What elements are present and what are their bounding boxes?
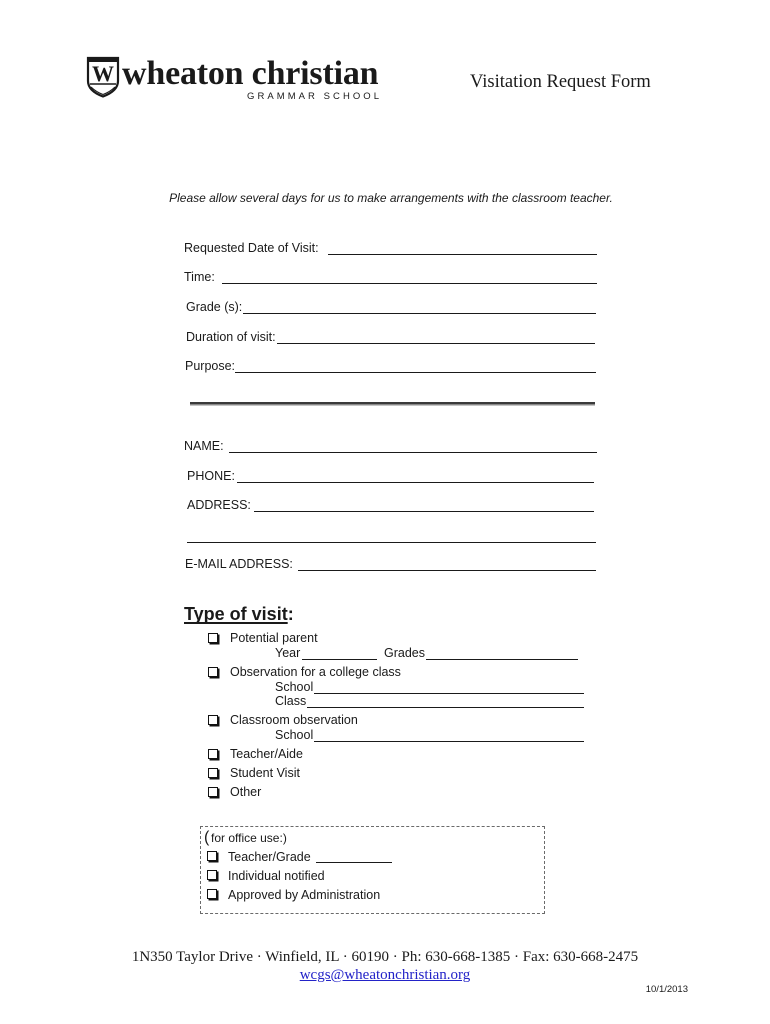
email-field[interactable] bbox=[298, 557, 596, 571]
other-checkbox[interactable] bbox=[208, 787, 218, 797]
shield-icon bbox=[86, 56, 120, 98]
approved-checkbox[interactable] bbox=[207, 889, 217, 899]
classroom-school-field[interactable] bbox=[314, 728, 584, 742]
page-title: Visitation Request Form bbox=[470, 72, 651, 92]
revision-date: 10/1/2013 bbox=[645, 984, 688, 996]
college-class-label: Class bbox=[275, 694, 307, 709]
potential-parent-label: Potential parent bbox=[230, 631, 318, 646]
purpose-field[interactable] bbox=[235, 359, 596, 373]
grades-field[interactable] bbox=[426, 646, 578, 660]
duration-field[interactable] bbox=[277, 330, 595, 344]
email-label: E-MAIL ADDRESS: bbox=[185, 557, 293, 572]
other-label: Other bbox=[230, 785, 262, 800]
student-visit-label: Student Visit bbox=[230, 766, 300, 781]
office-use-box bbox=[200, 826, 545, 914]
college-observation-checkbox[interactable] bbox=[208, 667, 218, 677]
logo-school-name: wheaton christian bbox=[122, 55, 379, 92]
grade-label: Grade (s): bbox=[186, 300, 243, 315]
year-label: Year bbox=[275, 646, 301, 661]
grade-field[interactable] bbox=[243, 300, 596, 314]
requested-date-label: Requested Date of Visit: bbox=[184, 241, 319, 256]
college-school-field[interactable] bbox=[314, 680, 584, 694]
address-field[interactable] bbox=[254, 498, 594, 512]
office-use-label: for office use:) bbox=[211, 830, 287, 845]
address-line2-field[interactable] bbox=[187, 529, 596, 543]
teacher-grade-checkbox[interactable] bbox=[207, 851, 217, 861]
college-class-field[interactable] bbox=[307, 694, 584, 708]
classroom-observation-label: Classroom observation bbox=[230, 713, 358, 728]
type-of-visit-heading bbox=[184, 604, 294, 624]
type-of-visit-colon: : bbox=[287, 604, 294, 624]
potential-parent-checkbox[interactable] bbox=[208, 633, 218, 643]
instructions-text: Please allow several days for us to make arrangements with the classroom teacher. bbox=[169, 191, 613, 205]
classroom-school-label: School bbox=[275, 728, 314, 743]
teacher-aide-checkbox[interactable] bbox=[208, 749, 218, 759]
phone-label: PHONE: bbox=[187, 469, 235, 484]
logo-tagline: GRAMMAR SCHOOL bbox=[247, 90, 383, 102]
student-visit-checkbox[interactable] bbox=[208, 768, 218, 778]
email-link[interactable]: wcgs@wheatonchristian.org bbox=[299, 966, 471, 983]
individual-notified-checkbox[interactable] bbox=[207, 870, 217, 880]
college-school-label: School bbox=[275, 680, 314, 695]
footer-email-row bbox=[0, 967, 770, 984]
requested-date-field[interactable] bbox=[328, 241, 597, 255]
teacher-grade-label: Teacher/Grade bbox=[228, 849, 311, 864]
time-field[interactable] bbox=[222, 270, 597, 284]
teacher-aide-label: Teacher/Aide bbox=[230, 747, 303, 762]
phone-field[interactable] bbox=[237, 469, 594, 483]
approved-label: Approved by Administration bbox=[228, 887, 381, 902]
individual-notified-label: Individual notified bbox=[228, 868, 325, 883]
name-field[interactable] bbox=[229, 439, 597, 453]
footer-address: 1N350 Taylor Drive · Winfield, IL · 60190 · Ph: 630-668-1385 · Fax: 630-668-2475 bbox=[131, 948, 639, 965]
school-logo bbox=[86, 56, 386, 104]
teacher-grade-field[interactable] bbox=[316, 849, 392, 863]
address-label: ADDRESS: bbox=[187, 498, 251, 513]
office-use-paren: ( bbox=[204, 828, 210, 846]
college-observation-label: Observation for a college class bbox=[230, 665, 401, 680]
time-label: Time: bbox=[184, 270, 215, 285]
type-of-visit-title: Type of visit bbox=[184, 604, 288, 624]
year-field[interactable] bbox=[302, 646, 377, 660]
duration-label: Duration of visit: bbox=[186, 330, 276, 345]
grades-label: Grades bbox=[384, 646, 425, 661]
purpose-label: Purpose: bbox=[185, 359, 236, 374]
section-divider bbox=[190, 402, 595, 406]
classroom-observation-checkbox[interactable] bbox=[208, 715, 218, 725]
shield-letter: W bbox=[92, 61, 114, 86]
name-label: NAME: bbox=[184, 439, 224, 454]
